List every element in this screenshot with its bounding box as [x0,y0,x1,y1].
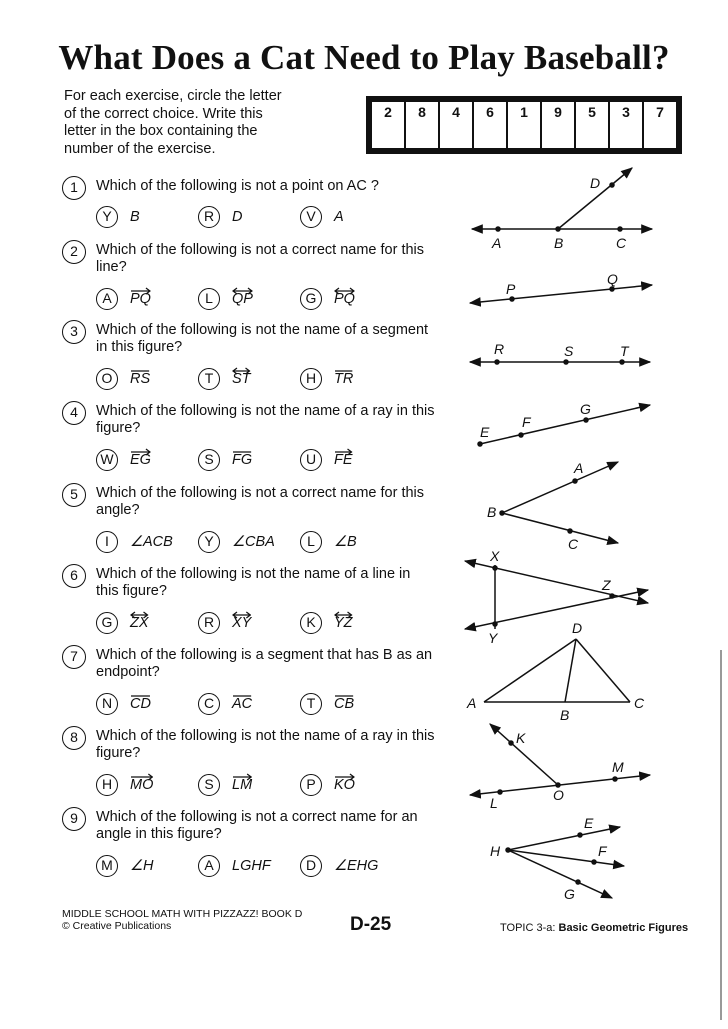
point-l [498,790,502,794]
choice-label: ∠EHG [334,858,379,874]
point-g [584,418,588,422]
figure-8 [470,724,650,811]
choice-label: YZ [334,615,353,631]
choice-letter[interactable]: N [96,693,118,715]
answer-cell-number: 8 [418,104,426,120]
point-f [519,433,523,437]
instruction-line: number of the exercise. [64,140,216,157]
choice-letter[interactable]: G [300,288,322,310]
choice-letter[interactable]: C [198,693,220,715]
label-z: Z [602,577,611,593]
choice-label: PQ [130,291,151,307]
choice-letter[interactable]: L [300,531,322,553]
instruction-line: For each exercise, circle the letter [64,88,282,104]
point-b [556,227,560,231]
choice-label: FG [232,452,252,468]
point-a [496,227,500,231]
choice-letter[interactable]: K [300,612,322,634]
point-y [493,622,497,626]
label-c: C [616,235,627,251]
figure-1 [472,168,652,251]
label-m: M [612,759,624,775]
topic-label [500,922,688,934]
question-text: Which of the following is not the name of a ray in this figure? [96,728,435,761]
question-number: 9 [62,807,86,831]
question-text: Which of the following is not the name of a line in this figure? [96,566,411,599]
answer-cell-number: 9 [554,104,562,120]
point-a [573,479,577,483]
instruction-line: of the correct choice. Write this [64,105,263,122]
label-p: P [506,281,516,297]
choice-letter[interactable]: Y [198,531,220,553]
question-number: 5 [62,483,86,507]
choice-letter[interactable]: A [198,855,220,877]
label-s: S [564,343,574,359]
label-x: X [490,548,500,564]
label-h: H [490,843,501,859]
answer-cell-number: 6 [486,104,494,120]
choice-label: CD [130,696,151,712]
question-number: 2 [62,240,86,264]
label-k: K [516,730,526,746]
line-pq [470,285,652,303]
choice-label: AC [232,696,252,712]
choice-label: A [334,209,344,225]
choice-label: CB [334,696,354,712]
label-d: D [572,620,583,636]
choice-letter[interactable]: S [198,774,220,796]
choice-letter[interactable]: W [96,449,118,471]
point-s [564,360,568,364]
choice-label: MO [130,777,153,793]
choice-letter[interactable]: L [198,288,220,310]
point-p [510,297,514,301]
page-code: D-25 [350,914,392,935]
point-c [618,227,622,231]
label-a: A [574,460,584,476]
choice-label: ∠ACB [130,534,173,550]
point-b [500,511,504,515]
book-title: MIDDLE SCHOOL MATH WITH PIZZAZZ! BOOK D [62,908,303,920]
choice-letter[interactable]: O [96,368,118,390]
choice-letter[interactable]: V [300,206,322,228]
choice-letter[interactable]: T [300,693,322,715]
question-number: 7 [62,645,86,669]
answer-cell-number: 1 [520,104,528,120]
segment-db [565,639,576,702]
point-q [610,287,614,291]
choice-label: EG [130,452,151,468]
choice-label: ST [232,371,251,387]
label-o: O [553,787,564,803]
label-c: C [568,536,579,552]
choice-letter[interactable]: A [96,288,118,310]
choice-label: QP [232,291,253,307]
figure-3 [470,341,650,364]
page-title: What Does a Cat Need to Play Baseball? [58,38,670,77]
ray-eg [480,405,650,444]
instruction-line: letter in the box containing the [64,123,258,139]
figure-5 [487,460,618,552]
choice-label: ZX [130,615,149,631]
question-number: 6 [62,564,86,588]
point-z [610,594,614,598]
question-number: 4 [62,401,86,425]
label-t: T [620,343,629,359]
label-c: C [634,695,645,711]
point-k [509,741,513,745]
choice-label: TR [334,371,353,387]
segment-dc [576,639,630,702]
choice-label: PQ [334,291,355,307]
label-e: E [584,815,594,831]
label-a: A [492,235,502,251]
question-text: Which of the following is not a point on AC ? [96,178,379,194]
choice-letter[interactable]: R [198,612,220,634]
question-number: 8 [62,726,86,750]
choice-letter[interactable]: P [300,774,322,796]
publisher: © Creative Publications [62,920,172,932]
label-d: D [590,175,601,191]
figure-2 [470,271,652,303]
label-b: B [560,707,570,723]
choice-letter[interactable]: I [96,531,118,553]
label-g: G [580,401,591,417]
question-number: 3 [62,320,86,344]
choice-letter[interactable]: H [300,368,322,390]
label-e: E [480,424,490,440]
choice-letter[interactable]: D [300,855,322,877]
point-d [610,183,614,187]
choice-label: LM [232,777,252,793]
choice-letter[interactable]: R [198,206,220,228]
label-b: B [554,235,564,251]
point-e [578,833,582,837]
choice-label: D [232,209,243,225]
point-x [493,566,497,570]
point-r [495,360,499,364]
choice-label: ∠CBA [232,534,275,550]
point-f [592,860,596,864]
choice-label: ∠H [130,858,154,874]
answer-cell-number: 3 [622,104,630,120]
choice-label: LGHF [232,858,271,874]
answer-cell-number: 2 [384,104,392,120]
point-c [568,529,572,533]
choice-letter[interactable]: T [198,368,220,390]
topic-prefix: TOPIC 3-a: [500,922,556,934]
choice-letter[interactable]: H [96,774,118,796]
figure-9 [490,815,624,902]
label-l: L [490,795,498,811]
choice-label: ∠B [334,534,357,550]
topic-name: Basic Geometric Figures [558,922,689,934]
question-text: Which of the following is not a correct name for an angle in this figure? [96,809,418,842]
label-f: F [598,843,607,859]
choice-label: B [130,209,140,225]
label-f: F [522,414,531,430]
choice-label: FE [334,452,353,468]
ray-ba [502,462,618,513]
point-t [620,360,624,364]
label-q: Q [607,271,618,287]
segment-ad [484,639,576,702]
answer-cell-number: 7 [656,104,664,120]
point-g [576,880,580,884]
answer-cell-number: 5 [588,104,596,120]
question-text: Which of the following is not the name of a ray in this figure? [96,403,435,436]
point-e [478,442,482,446]
label-a: A [467,695,477,711]
label-b: B [487,504,497,520]
ray-bc [502,513,618,543]
point-h [506,848,510,852]
question-text: Which of the following is not the name of a segment in this figure? [96,322,429,355]
choice-label: RS [130,371,150,387]
label-y: Y [488,630,498,646]
page-edge [720,650,722,1020]
point-m [613,777,617,781]
choice-letter[interactable]: Y [96,206,118,228]
book-credit [62,908,302,932]
label-g: G [564,886,575,902]
choice-letter[interactable]: M [96,855,118,877]
choice-label: XY [232,615,251,631]
choice-letter[interactable]: U [300,449,322,471]
question-text: Which of the following is not a correct name for this line? [96,242,425,275]
label-r: R [494,341,505,357]
choice-label: KO [334,777,355,793]
answer-cell-number: 4 [452,104,460,120]
choice-letter[interactable]: S [198,449,220,471]
question-text: Which of the following is not a correct name for this angle? [96,485,425,518]
choice-letter[interactable]: G [96,612,118,634]
question-number: 1 [62,176,86,200]
figure-4 [478,401,650,446]
figure-6 [465,548,648,646]
question-text: Which of the following is a segment that has B as an endpoint? [96,647,433,680]
